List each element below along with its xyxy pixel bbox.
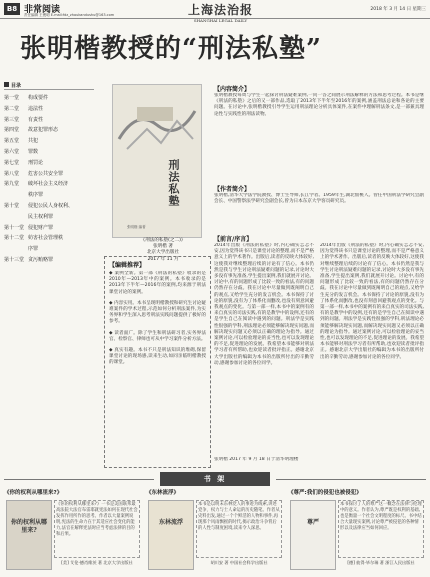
preface-signature: 张明楷 2017 年 9 月 18 日于清华明理楼 bbox=[214, 457, 299, 462]
toc-item: 第七堂 刑罚论 bbox=[4, 159, 44, 166]
recommendation-title: 《你的权利从哪里来?》 bbox=[4, 490, 63, 496]
toc-item: 第二堂 违法性 bbox=[4, 105, 44, 112]
divider bbox=[276, 479, 426, 480]
toc-item: 第十三堂 贪污贿赂罪 bbox=[4, 256, 54, 263]
toc-item: 第十一堂 侵犯财产罪 bbox=[4, 224, 54, 231]
book-recommendation bbox=[4, 488, 142, 574]
toc-icon bbox=[4, 82, 9, 87]
bookshelf-title: 书 架 bbox=[160, 472, 270, 486]
recommendation-publisher: [美] 艾伦·德肖维茨 著 北京大学出版社 bbox=[61, 560, 133, 565]
book-author: 张明楷 著 bbox=[153, 244, 173, 250]
toc-item: 第十二堂 妨害社会管理秩 bbox=[4, 235, 64, 242]
recommended-book-cover-title: 你的权利从哪里来? bbox=[10, 519, 47, 534]
preface-text: 2014年出版《刑法的私塾》时,内心确实忐忑不安,因为觉得该书只是课堂讨论的整理,而不是严格意义上的学术著作。出版后,读者的反映大体较好,这使我对继续整理后续的讨论有了信心。本书仍然是我与学生讨论刑法疑难问题的记录,讨论时大多没有事先准备,学生提出案例,我们就展开讨论。讨论中,有的问题形成了比较一致的看法,有的问题仍然存在分歧。我在讨论中尽量做到既阐明自己的观点,又给学生充分的发言机会。本书保持了讨论的原貌,没有为了体系化而删改,也没有刻意回避我观点的变化。与第一部一样,本书中的案例有的来自真实的司法实践,有的是教学中的设例,还有的是学生自己在阅读中遇到的问题。刑法学是实践性很强的学科,刑法理论必须能够解决现实问题,而解决现实问题又必须以正确的理论为指导。通过案例讨论,可以检验理论的妥当性,也可以发现理论的不足,促进理论的发展。我希望本书能够对刑法学习者有所帮助,也欢迎读者批评指正。感谢北京大学出版社的编辑为本书的出版所付出的辛勤劳动,感谢参加讨论的各位同学。 bbox=[214, 243, 314, 366]
table-of-contents bbox=[4, 93, 99, 266]
recommended-book-cover bbox=[290, 500, 336, 570]
toc-item: 第十堂 侵犯公民人身权利、 bbox=[4, 202, 74, 209]
section-title: 非常阅读 bbox=[24, 5, 61, 15]
toc-item: 第四堂 故意犯罪形态 bbox=[4, 127, 59, 134]
divider bbox=[4, 479, 154, 480]
bookshelf-banner bbox=[0, 472, 430, 486]
toc-item: 秩序罪 bbox=[28, 192, 44, 199]
book-cover bbox=[112, 84, 202, 238]
book-recommendation bbox=[146, 488, 284, 574]
cover-title: 刑法私塾 bbox=[167, 159, 180, 207]
masthead bbox=[0, 0, 430, 23]
book-recommendation bbox=[288, 488, 426, 574]
toc-item: 民主权利罪 bbox=[28, 213, 54, 220]
recommended-book-cover-title: 东林流浮 bbox=[158, 519, 183, 526]
recommendation-text: 本书探讨了人的尊严这一概念在法律与伦理中的意义。作者认为,尊严既是权利的基础,也是衡量一个社会文明程度的标尺。书中结合大量现实案例,讨论尊严被侵犯的各种情形以及法律应当如何回应。 bbox=[338, 500, 424, 558]
recommendation-paragraph: ◆ 案例全新。第一部《刑法的私塾》收录的是2010年—2013年中的案例。本书收录的是2013年下半年—2016年的案例,均来源于刑法课堂讨论的案例。 bbox=[109, 271, 206, 295]
recommendation-heading: 【编辑推荐】 bbox=[109, 262, 146, 269]
toc-item: 第三堂 有责性 bbox=[4, 116, 44, 123]
recommendation-paragraph: ◆ 内容实用。本书呈现明楷教授和研究生讨论疑难案件的学术过程,示范如何分析刑法案件,为实务界和学生深入思考刑法实践问题提供了极好的参考。 bbox=[109, 300, 206, 325]
book-date: 2017 年 11 月 bbox=[147, 256, 179, 262]
newspaper-logo: 上海法治报 SHANGHAI LEGAL DAILY bbox=[188, 3, 254, 23]
toc-item: 第八堂 危害公共安全罪 bbox=[4, 170, 64, 177]
recommended-book-cover-title: 尊严 bbox=[306, 519, 319, 526]
cover-author: 张明楷 编著 bbox=[127, 225, 146, 229]
recommendation-body bbox=[109, 271, 206, 463]
recommendation-paragraph: ◆ 读者面广。除了学生和刑法研习者,实务界法官、检察官、律师也可从中学习案件分析方法。 bbox=[109, 330, 206, 342]
book-name: 《刑法的私塾(之二)》 bbox=[140, 238, 186, 243]
recommendation-paragraph: ◆ 真实有趣。本书不只是刑法知识的堆砌,保留课堂讨论的现场感,读来生动,如同亲临明楷教授的课堂。 bbox=[109, 348, 206, 366]
page-number: B8 bbox=[4, 3, 20, 15]
recommendation-text: 《你的权利从哪里来?》一书是美国联邦最高法院大法官布雷耶就宪法如何在现代社会发挥作用所作的思考。作者以大量案例说明,宪法的生命力在于其适应社会变化的能力,法官在解释宪法时应当考虑法律的目的和后果。 bbox=[54, 500, 140, 558]
content-intro-heading: 【内容简介】 bbox=[214, 86, 251, 93]
book-publisher: 北京大学出版社 bbox=[146, 250, 180, 256]
recommended-book-cover bbox=[6, 500, 52, 570]
recommendation-text: 本书是以明末东林党人的事迹为线索,讲述党争、权力与士人命运的历史随笔。作者从史料出发,通过一个个鲜活的人物和事件,再现那个风雨飘摇的时代,揭示政治斗争背后的人性与制度困境,读来令人深思。 bbox=[196, 500, 282, 558]
toc-item: 第一堂 构成要件 bbox=[4, 95, 49, 101]
toc-item: 第六堂 罪数 bbox=[4, 148, 39, 155]
recommendation-publisher: 胡川安 著 中国社会科学出版社 bbox=[210, 560, 268, 565]
recommended-book-cover bbox=[148, 500, 194, 570]
editor-line: 责任编辑 王俊明 E-mail:fdz_zhoukandushu@163.com bbox=[24, 13, 115, 17]
issue-date: 2018 年 3 月 14 日 星期三 bbox=[370, 7, 426, 12]
author-intro-heading: 【作者简介】 bbox=[214, 186, 251, 193]
recommendation-title: 《尊严:我们的侵犯也被侵犯》 bbox=[288, 490, 362, 496]
preface-text-continued: 2014年出版《刑法的私塾》时,内心确实忐忑不安,因为觉得该书只是课堂讨论的整理,而不是严格意义上的学术著作。出版后,读者的反映大体较好,这使我对继续整理后续的讨论有了信心。本书仍然是我与学生讨论刑法疑难问题的记录,讨论时大多没有事先准备,学生提出案例,我们就展开讨论。讨论中,有的问题形成了比较一致的看法,有的问题仍然存在分歧。我在讨论中尽量做到既阐明自己的观点,又给学生充分的发言机会。本书保持了讨论的原貌,没有为了体系化而删改,也没有刻意回避我观点的变化。与第一部一样,本书中的案例有的来自真实的司法实践,有的是教学中的设例,还有的是学生自己在阅读中遇到的问题。刑法学是实践性很强的学科,刑法理论必须能够解决现实问题,而解决现实问题又必须以正确的理论为指导。通过案例讨论,可以检验理论的妥当性,也可以发现理论的不足,促进理论的发展。我希望本书能够对刑法学习者有所帮助,也欢迎读者批评指正。感谢北京大学出版社的编辑为本书的出版所付出的辛勤劳动,感谢参加讨论的各位同学。 bbox=[320, 243, 424, 360]
author-intro-text: 张明楷,清华大学法学院教授、博士生导师,长江学者。1959年生,湖北仙桃人。曾任中国刑法学研究会副会长、中国警察法学研究会副会长,曾为日本东京大学客员研究员。 bbox=[214, 193, 424, 205]
toc-item: 序罪 bbox=[28, 246, 39, 253]
page-title: 张明楷教授的“刑法私塾” bbox=[20, 34, 322, 64]
preface-heading: 【前言/序言】 bbox=[214, 236, 253, 243]
recommendation-publisher: [德] 彼得·毕尔瑞 著 浙江人民出版社 bbox=[347, 560, 415, 565]
toc-heading: 目录 bbox=[4, 82, 94, 90]
toc-item: 第九堂 破坏社会主义经济 bbox=[4, 181, 69, 188]
editor-recommendation bbox=[104, 256, 211, 468]
cover-illustration-icon bbox=[117, 99, 197, 155]
content-intro-text: 张明楷教授每周与学生一起探讨刑法疑难案例,一问一答之间展示刑法解释的方法和思考过程。本书是继《刑法的私塾》之后的又一部作品,选取了2013年下半年至2016年的案例,涵盖刑法总论和各论的主要问题。在讨论中,张明楷教授引导学生运用刑法理论分析具体案件,在案件中理解刑法条文,是一部兼具理论性与实践性的刑法读物。 bbox=[214, 93, 424, 117]
recommendation-title: 《东林流浮》 bbox=[146, 490, 180, 496]
toc-item: 第五堂 共犯 bbox=[4, 138, 39, 145]
